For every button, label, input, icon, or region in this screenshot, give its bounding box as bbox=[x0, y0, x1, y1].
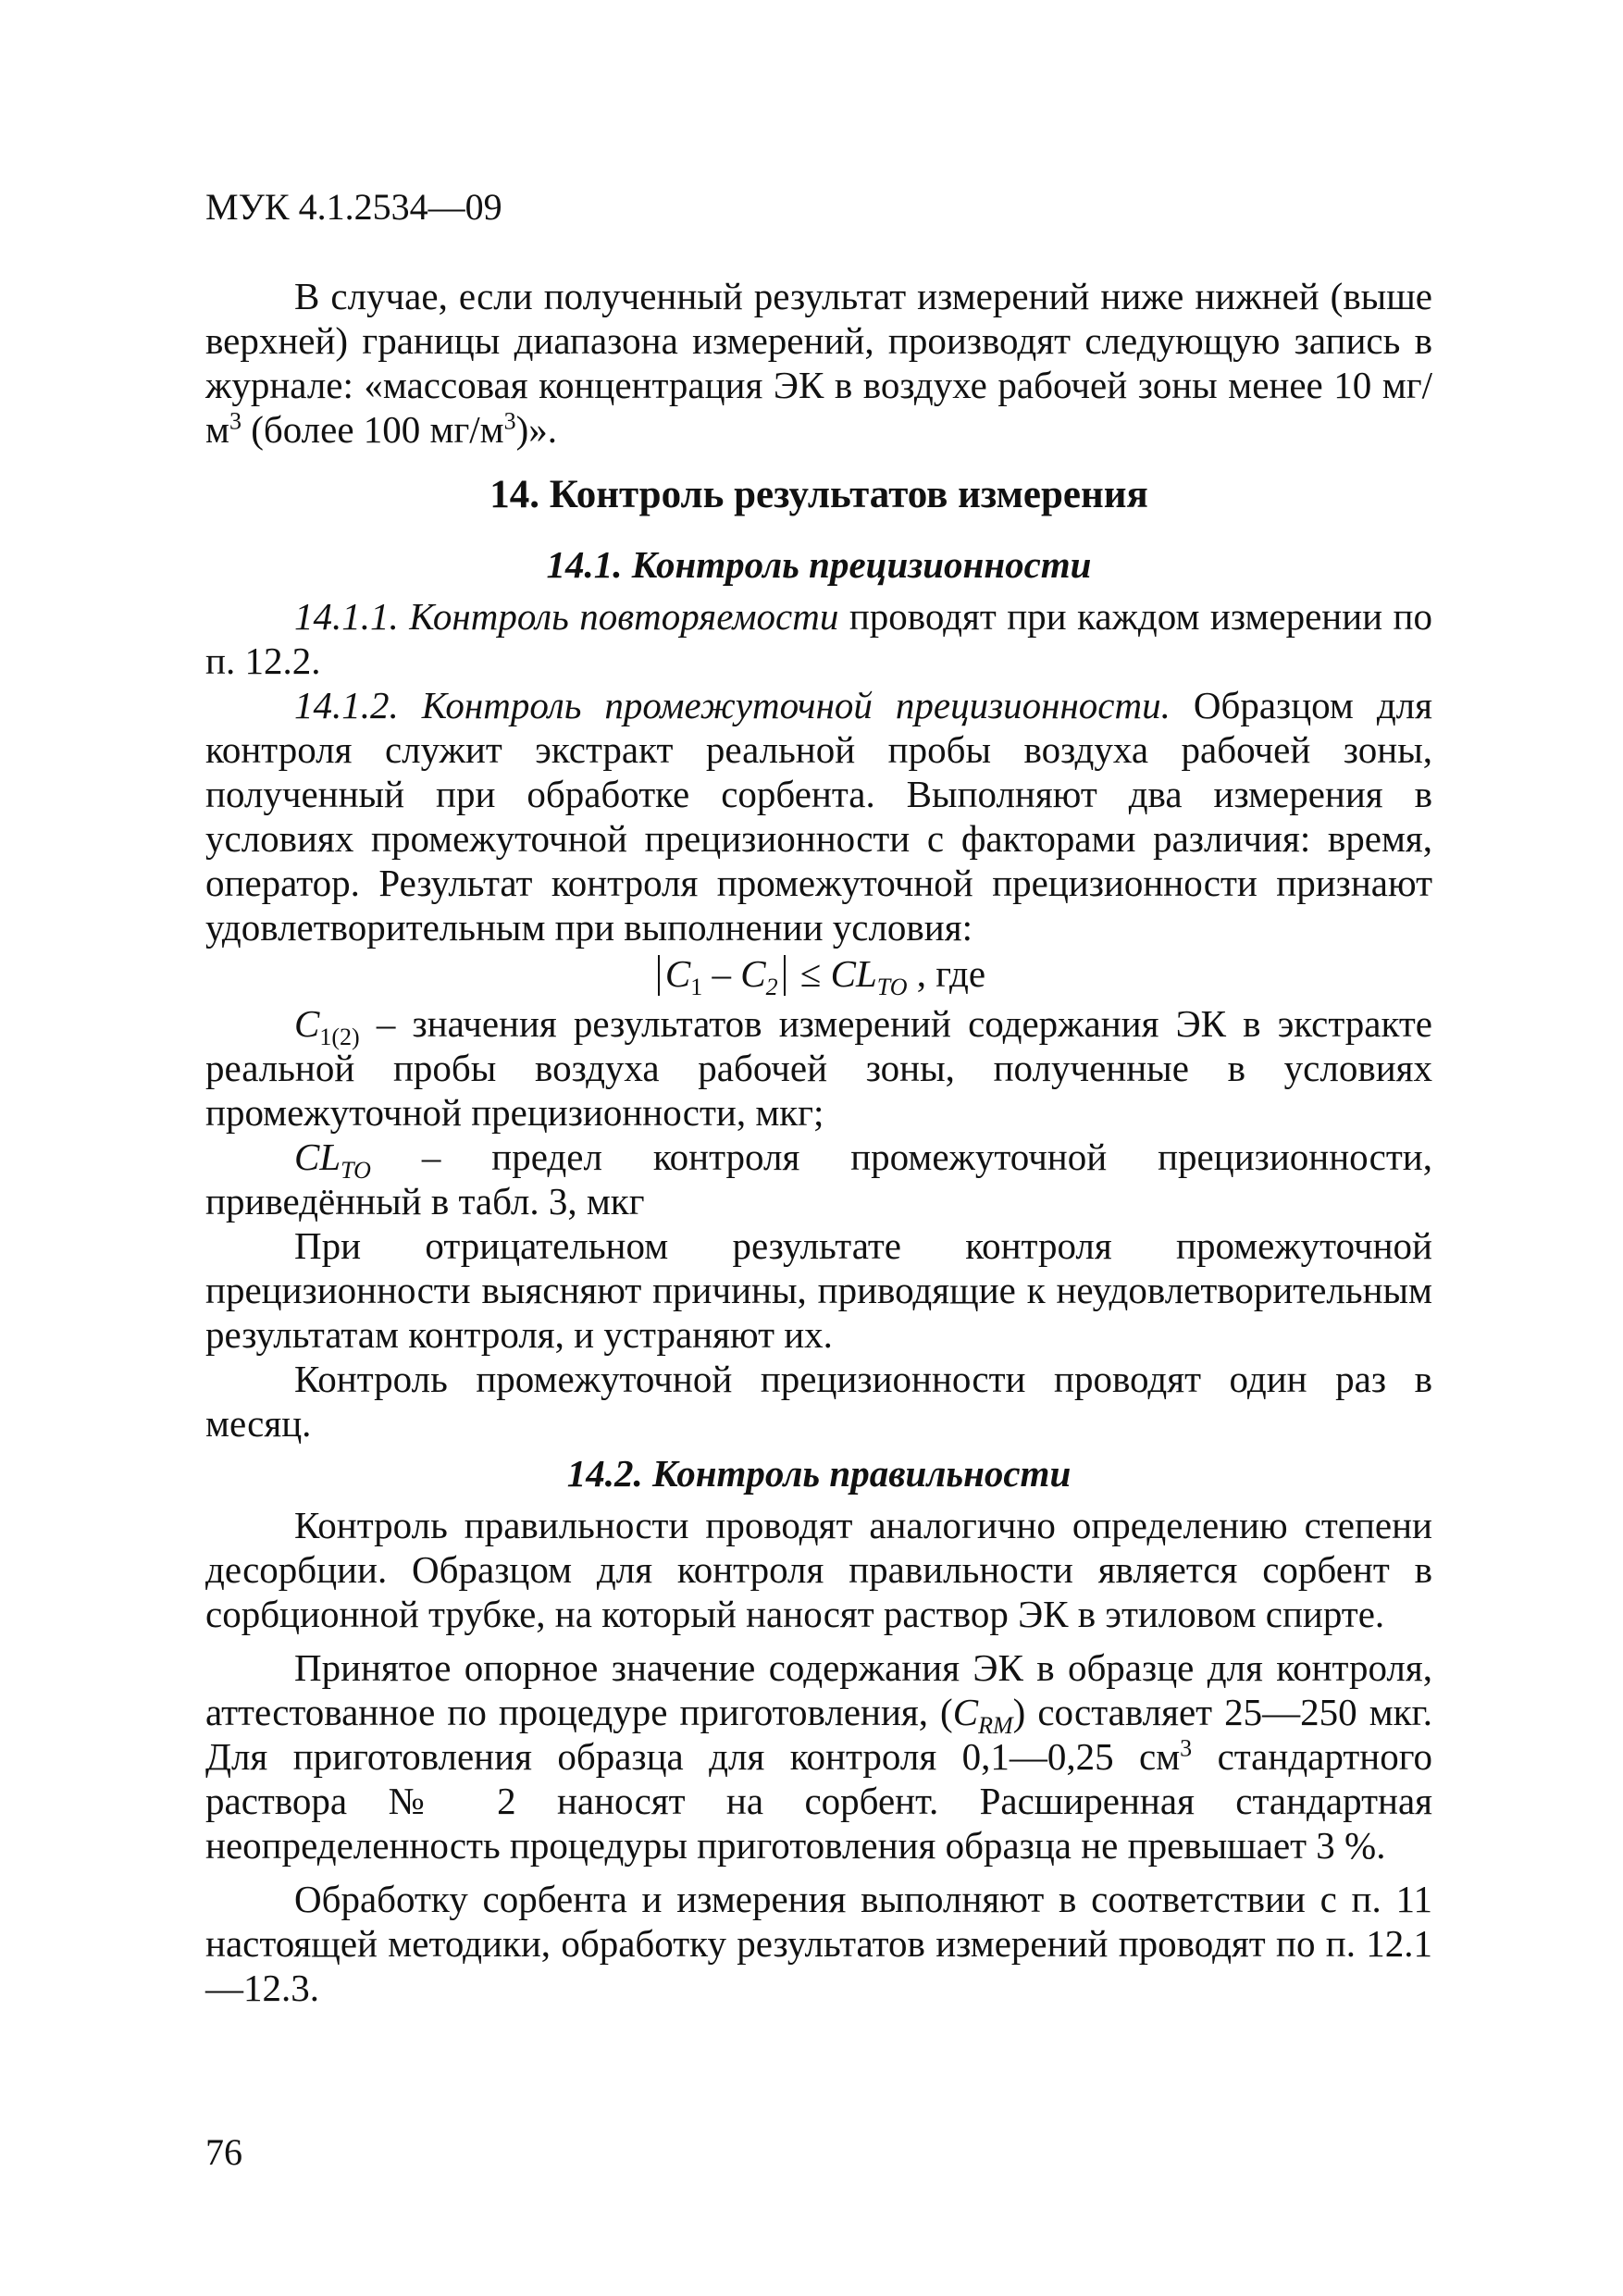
paragraph-monthly-control: Контроль промежуточной прецизионности проводят один раз в месяц. bbox=[205, 1358, 1432, 1445]
abs-bar-left bbox=[658, 955, 660, 996]
paragraph-reference-value: Принятое опорное значение содержания ЭК в образце для контроля, аттестованное по процедуре приготовления, $(C_{RM})$ составляет 25—250 мкг. Для приготовления образца для контроля 0,1—0,25 $см^3$ стандартного раствора № 2 наносят на сорбент. Расширенная стандартная неопределенность процедуры приготовления образца не превышает 3 %. bbox=[205, 1646, 1432, 1867]
section-14-title: 14. Контроль результатов измерения bbox=[489, 473, 1148, 516]
paragraph-14-1-2: 14.1.2. Контроль промежуточной прецизионности. Образцом для контроля служит экстракт реальной пробы воздуха рабочей зоны, полученный при обработке сорбента. Выполняют два измерения в условиях промежуточной прецизионности с факторами различия: время, оператор. Результат контроля промежуточной прецизионности признают удовлетворительным при выполнении условия: bbox=[205, 684, 1432, 949]
page-number: 76 bbox=[205, 2131, 242, 2173]
intro-paragraph: В случае, если полученный результат измерений ниже нижней (выше верхней) границы диапазона измерений, производят следующую запись в журнале: «массовая концентрация ЭК в воздухе рабочей зоны менее 10 $мг/м^3$ (более 100 $мг/м^3$)». bbox=[205, 275, 1432, 451]
abs-bar-right bbox=[784, 955, 786, 996]
subsection-14-1-title: 14.1. Контроль прецизионности bbox=[546, 543, 1092, 586]
definition-clto: $CL_{TO}$ – предел контроля промежуточной прецизионности, приведённый в табл. 3, мкг bbox=[205, 1136, 1432, 1222]
document-id-header: МУК 4.1.2534—09 bbox=[205, 186, 502, 228]
paragraph-correctness-control: Контроль правильности проводят аналогично определению степени десорбции. Образцом для контроля правильности является сорбент в сорбционной трубке, на который наносят раствор ЭК в этиловом спирте. bbox=[205, 1504, 1432, 1635]
paragraph-processing: Обработку сорбента и измерения выполняют в соответствии с п. 11 настоящей методики, обработку результатов измерений проводят по п. 12.1—12.3. bbox=[205, 1878, 1432, 2009]
document-body bbox=[205, 274, 1432, 2010]
condition-formula: $C_1 - C_2 \le CL_{TO}$ , где bbox=[205, 951, 1432, 996]
definition-c12: $C_{1(2)}$ – значения результатов измерений содержания ЭК в экстракте реальной пробы воздуха рабочей зоны, полученные в условиях промежуточной прецизионности, мкг; bbox=[205, 1002, 1432, 1134]
paragraph-negative-result: При отрицательном результате контроля промежуточной прецизионности выясняют причины, приводящие к неудовлетворительным результатам контроля, и устраняют их. bbox=[205, 1224, 1432, 1356]
paragraph-14-1-1: 14.1.1. Контроль повторяемости проводят при каждом измерении по п. 12.2. bbox=[205, 595, 1432, 682]
subsection-14-2-title: 14.2. Контроль правильности bbox=[566, 1452, 1072, 1495]
